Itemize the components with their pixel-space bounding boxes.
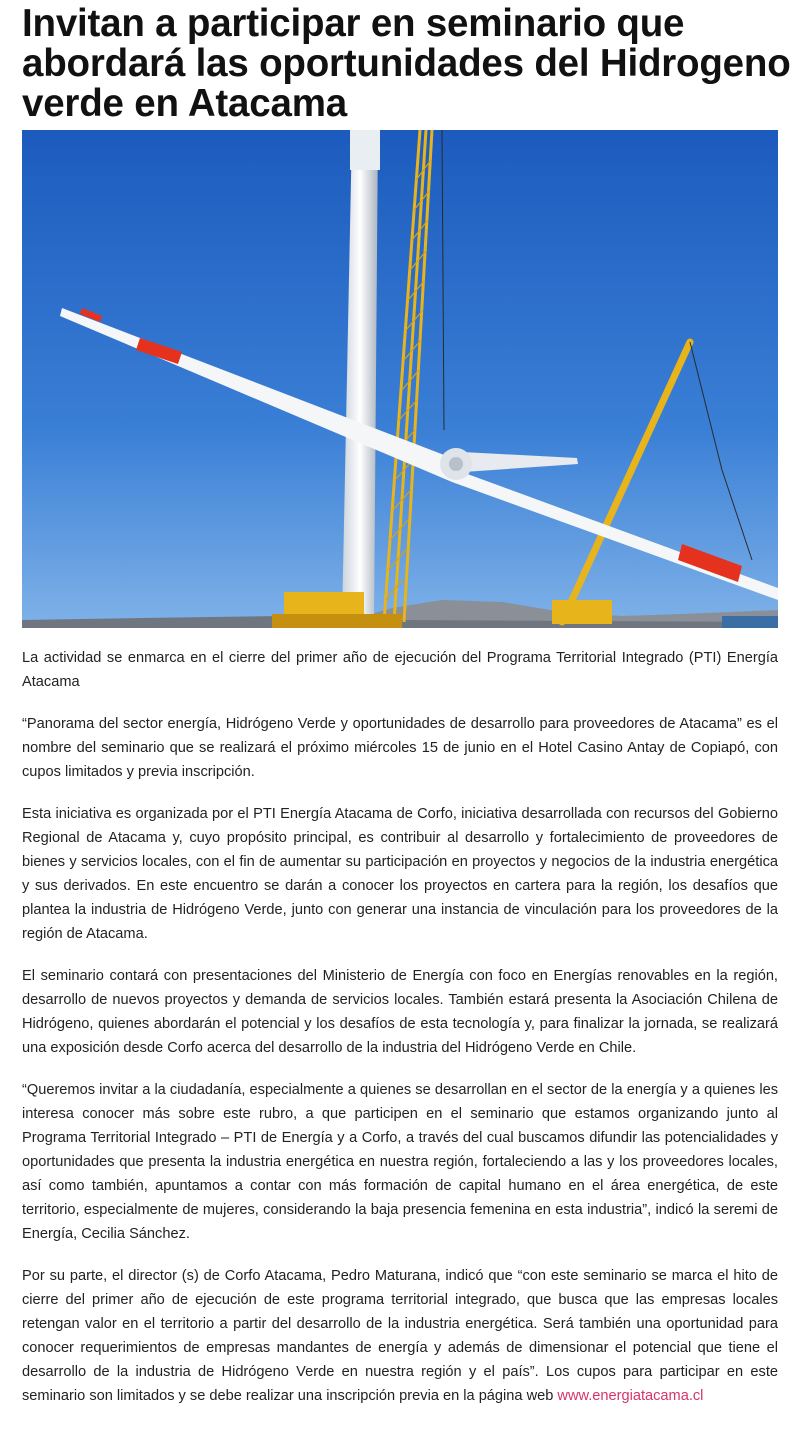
article-paragraph: La actividad se enmarca en el cierre del primer año de ejecución del Programa Territorial Integrado (PTI) Energía Atacama: [22, 650, 778, 690]
paragraph-text: Por su parte, el director (s) de Corfo Atacama, Pedro Maturana, indicó que “con este seminario se marca el hito de cierre del primer año de ejecución de este programa territorial integrado, que busca que las empresas locales retengan valor en el territorio a partir del desarrollo de la industria energética. Será también una oportunidad para conocer requerimientos de empresas mandantes de energía y además de dimensionar el potencial que tiene el desarrollo de la industria de Hidrógeno Verde en nuestra región y el país”. Los cupos para participar en este seminario son limitados y se debe realizar una inscripción previa en la página web: [22, 1268, 778, 1404]
wind-turbine-photo: [22, 130, 778, 628]
energiatacama-link[interactable]: www.energiatacama.cl: [557, 1388, 704, 1404]
article-paragraph-last: [22, 1264, 778, 1408]
article-paragraph: Esta iniciativa es organizada por el PTI Energía Atacama de Corfo, iniciativa desarrollada con recursos del Gobierno Regional de Atacama y, cuyo propósito principal, es contribuir al desarrollo y fortalecimiento de proveedores de bienes y servicios locales, con el fin de aumentar su participación en proyectos y negocios de la industria energética y sus derivados. En este encuentro se darán a conocer los proyectos en cartera para la región, los desafíos que plantea la industria de Hidrógeno Verde, junto con generar una instancia de vinculación para los proveedores de la región de Atacama.: [22, 806, 778, 942]
article-paragraph: El seminario contará con presentaciones del Ministerio de Energía con foco en Energías renovables en la región, desarrollo de nuevos proyectos y demanda de servicios locales. También estará presenta la Asociación Chilena de Hidrógeno, quienes abordarán el potencial y los desafíos de esta tecnología y, para finalizar la jornada, se realizará una exposición desde Corfo acerca del desarrollo de la industria del Hidrógeno Verde en Chile.: [22, 968, 778, 1056]
article-paragraph: “Panorama del sector energía, Hidrógeno Verde y oportunidades de desarrollo para proveedores de Atacama” es el nombre del seminario que se realizará el próximo miércoles 15 de junio en el Hotel Casino Antay de Copiapó, con cupos limitados y previa inscripción.: [22, 716, 778, 780]
article-title: Invitan a participar en seminario que abordará las oportunidades del Hidrogeno verde en Atacama: [22, 2, 791, 125]
article-paragraph: “Queremos invitar a la ciudadanía, especialmente a quienes se desarrollan en el sector de la energía y a quienes les interesa conocer más sobre este rubro, a que participen en el seminario que estamos organizando junto al Programa Territorial Integrado – PTI de Energía y a Corfo, a través del cual buscamos difundir las potencialidades y oportunidades que presenta la industria energética en nuestra región, fortaleciendo a las y los proveedores locales, así como también, apuntamos a contar con más formación de capital humano en el área energética, de este territorio, especialmente de mujeres, considerando la baja presencia femenina en esta industria”, indicó la seremi de Energía, Cecilia Sánchez.: [22, 1082, 778, 1242]
article-body: [22, 646, 778, 1426]
